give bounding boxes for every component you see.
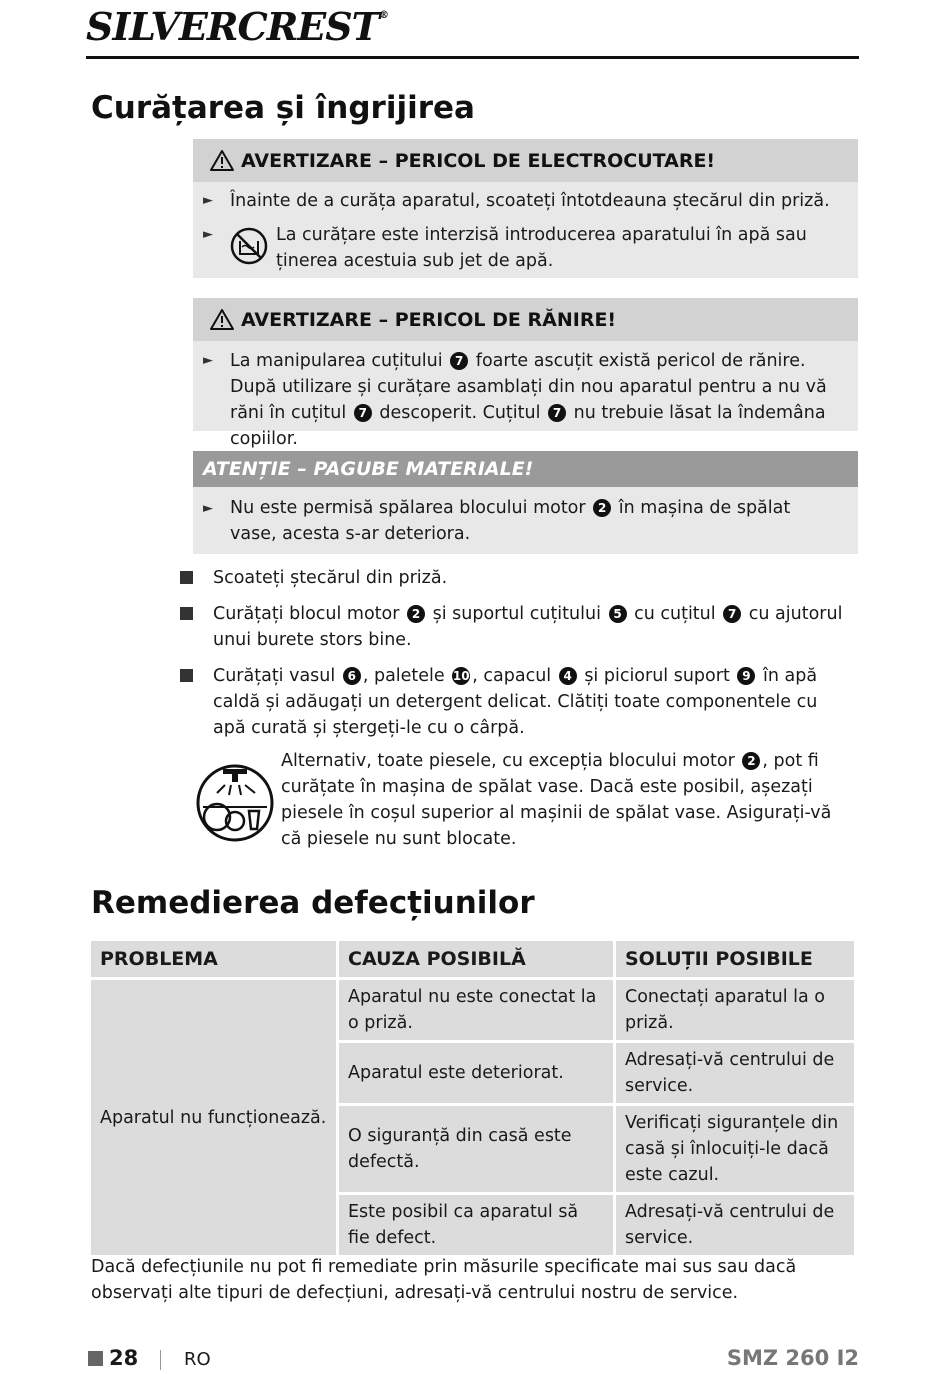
warning-item: La curățare este interzisă introducerea aparatului în apă sau ținerea acestuia sub jet de apă. [276,225,807,271]
warning-text: La manipularea cuțitului 7 foarte ascuțit există pericol de rănire. După utilizare și curățare asamblați din nou aparatul pentru a nu vă răni în cuțitul 7 descoperit. Cuțitul 7 nu trebuie lăsat la îndemâna copiilor. [230,351,827,449]
part-number-badge: 7 [723,605,741,623]
solution-cell: Verificați siguranțele din casă și înlocuiți-le dacă este cazul. [616,1106,854,1192]
solution-cell: Adresați-vă centrului de service. [616,1195,854,1255]
solution-cell: Conectați aparatul la o priză. [616,980,854,1040]
language-code: RO [184,1349,211,1370]
page-number: 28 [109,1346,139,1370]
footer-separator [160,1350,161,1370]
part-number-badge: 7 [548,404,566,422]
cause-cell: O siguranță din casă este defectă. [339,1106,613,1192]
part-number-badge: 10 [452,669,470,683]
step-item: Curățați vasul 6 , paletele 10 , capacul 4 și piciorul suport 9 în apă caldă și adăugați un detergent delicat. Clătiți toate componentele cu apă curată și ștergeți-le cu o cârpă. [213,666,818,738]
cause-cell: Aparatul este deteriorat. [339,1043,613,1103]
dishwasher-safe-icon [195,763,275,843]
square-bullet-icon [180,571,193,584]
cause-cell: Aparatul nu este conectat la o priză. [339,980,613,1040]
part-number-badge: 7 [450,352,468,370]
warning-box-electric [193,139,858,278]
solution-cell: Adresați-vă centrului de service. [616,1043,854,1103]
troubleshooting-table [88,938,857,1258]
column-header-solution: SOLUȚII POSIBILE [616,941,854,977]
warning-triangle-icon [209,308,235,331]
caution-text: Nu este permisă spălarea blocului motor 2 în mașina de spălat vase, acesta s-ar deteriora. [230,498,791,544]
part-number-badge: 4 [559,667,577,685]
part-number-badge: 2 [593,499,611,517]
section-title-troubleshooting: Remedierea defecțiunilor [91,885,535,921]
arrow-bullet-icon: ► [203,227,213,242]
troubleshooting-footnote: Dacă defecțiunile nu pot fi remediate prin măsurile specificate mai sus sau dacă observați alte tipuri de defecțiuni, adresați-vă centrului nostru de service. [91,1257,797,1303]
arrow-bullet-icon: ► [203,501,213,516]
section-title-cleaning: Curățarea și îngrijirea [91,90,475,126]
step-item: Curățați blocul motor 2 și suportul cuțitului 5 cu cuțitul 7 cu ajutorul unui burete stors bine. [213,604,843,650]
square-bullet-icon [180,607,193,620]
arrow-bullet-icon: ► [203,193,213,208]
no-water-immersion-icon [230,227,268,265]
table-header-row [91,941,854,977]
part-number-badge: 9 [737,667,755,685]
warning-heading: AVERTIZARE – PERICOL DE RĂNIRE! [193,298,858,341]
part-number-badge: 7 [354,404,372,422]
step-item: Scoateți ștecărul din priză. [213,568,448,588]
part-number-badge: 2 [407,605,425,623]
part-number-badge: 5 [609,605,627,623]
table-row [91,980,854,1040]
warning-heading: AVERTIZARE – PERICOL DE ELECTROCUTARE! [193,139,858,182]
square-bullet-icon [180,669,193,682]
cause-cell: Este posibil ca aparatul să fie defect. [339,1195,613,1255]
footer-square-icon [88,1351,103,1366]
part-number-badge: 2 [742,752,760,770]
warning-item: Înainte de a curăța aparatul, scoateți întotdeauna ștecărul din priză. [230,191,830,211]
caution-box [193,451,858,554]
part-number-badge: 6 [343,667,361,685]
caution-heading: ATENȚIE – PAGUBE MATERIALE! [193,451,858,487]
warning-triangle-icon [209,149,235,172]
arrow-bullet-icon: ► [203,353,213,368]
header-rule [86,56,859,59]
column-header-cause: CAUZA POSIBILĂ [339,941,613,977]
column-header-problem: PROBLEMA [91,941,336,977]
brand-logo: SILVERCREST® [86,4,388,49]
model-number: SMZ 260 I2 [726,1346,859,1370]
warning-box-injury [193,298,858,449]
problem-cell: Aparatul nu funcționează. [91,980,336,1255]
dishwasher-note: Alternativ, toate piesele, cu excepția blocului motor 2 , pot fi curățate în mașina de spălat vase. Dacă este posibil, așezați piesele în coșul superior al mașinii de spălat vase. Asigurați-vă că piesele nu sunt blocate. [281,751,832,849]
